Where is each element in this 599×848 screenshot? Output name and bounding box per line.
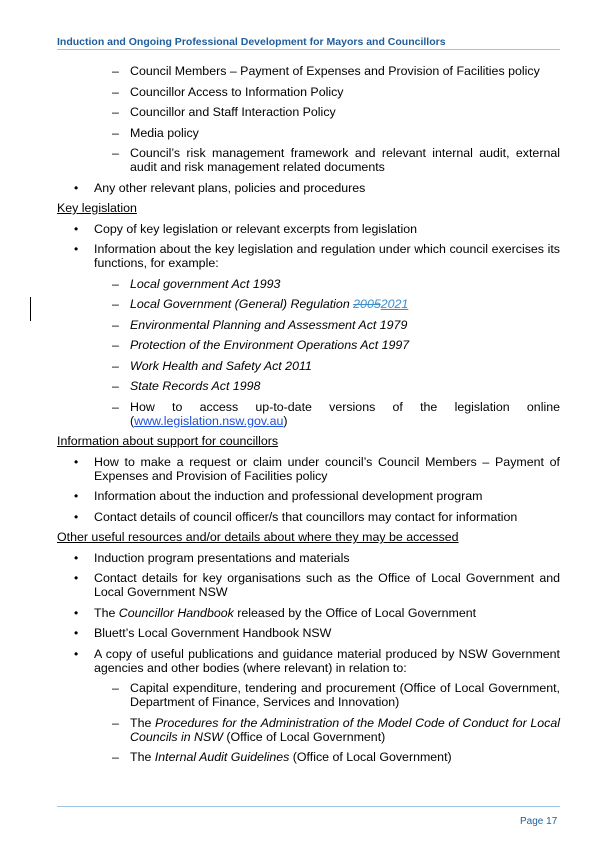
item-text: Council’s risk management framework and relevant internal audit, external audit and risk management related documents	[130, 146, 560, 174]
bullet-mark: •	[74, 180, 79, 195]
item-text: )	[283, 413, 288, 428]
bullet-mark: •	[74, 571, 79, 585]
footer-divider	[57, 806, 560, 807]
item-text: Protection of the Environment Operations Act 1997	[130, 338, 410, 352]
sub-item	[57, 359, 560, 373]
dash-mark: –	[112, 379, 119, 393]
sub-item	[57, 64, 560, 78]
sub-item	[57, 146, 560, 174]
bullet-item	[57, 489, 560, 503]
dash-mark: –	[112, 750, 119, 764]
dash-mark: –	[112, 276, 119, 291]
dash-mark: –	[112, 317, 119, 332]
item-text: Capital expenditure, tendering and procurement (Office of Local Government, Department of Finance, Services and Innovation)	[130, 681, 560, 709]
item-text: How to make a request or claim under council’s Council Members – Payment of Expenses and Provision of Facilities policy	[94, 454, 560, 483]
item-text: Procedures for the Administration of the Model Code of Conduct for Local Councils in NSW	[130, 715, 560, 744]
bullet-mark: •	[74, 646, 79, 661]
dash-mark: –	[112, 338, 119, 352]
item-text: 2021	[380, 297, 409, 311]
bullet-item	[57, 455, 560, 483]
bullet-mark: •	[74, 221, 79, 236]
bullet-item	[57, 571, 560, 599]
item-text: Information about the key legislation and regulation under which council exercises its functions, for example:	[94, 242, 560, 270]
item-text: 2005	[353, 297, 381, 311]
legislation-link[interactable]: www.legislation.nsw.gov.au	[134, 413, 284, 428]
bullet-item	[57, 242, 560, 270]
item-text: The	[130, 750, 155, 764]
section-heading	[57, 201, 560, 215]
item-text: Council Members – Payment of Expenses and Provision of Facilities policy	[130, 64, 540, 78]
item-text: Media policy	[130, 125, 199, 140]
item-text: Other useful resources and/or details about where they may be accessed	[57, 530, 459, 544]
sub-item	[57, 750, 560, 764]
section-heading	[57, 530, 560, 544]
item-text: Contact details for key organisations such as the Office of Local Government and Local Government NSW	[94, 571, 560, 599]
item-text: The	[130, 715, 156, 730]
bullet-item	[57, 510, 560, 524]
dash-mark: –	[112, 146, 119, 160]
item-text: released by the Office of Local Government	[233, 605, 477, 620]
item-text: Bluett’s Local Government Handbook NSW	[94, 626, 332, 640]
running-header: Induction and Ongoing Professional Development for Mayors and Councillors	[57, 36, 446, 48]
bullet-mark: •	[74, 550, 79, 565]
item-text: How to access up-to-date versions of the legislation online (	[130, 399, 560, 428]
document-body	[57, 64, 560, 771]
sub-item	[57, 400, 560, 428]
item-text: Key legislation	[57, 201, 137, 215]
item-text: Contact details of council officer/s that councillors may contact for information	[94, 509, 518, 524]
bullet-item	[57, 606, 560, 620]
dash-mark: –	[112, 399, 119, 414]
bullet-item	[57, 181, 560, 195]
sub-item	[57, 716, 560, 744]
bullet-mark: •	[74, 489, 79, 503]
bullet-mark: •	[74, 454, 79, 469]
sub-item	[57, 126, 560, 140]
page-number: Page 17	[520, 816, 558, 827]
dash-mark: –	[112, 105, 119, 119]
bullet-item	[57, 222, 560, 236]
item-text: Councillor Handbook	[118, 605, 234, 620]
dash-mark: –	[112, 125, 119, 140]
sub-item	[57, 379, 560, 393]
item-text: (Office of Local Government)	[289, 750, 452, 764]
item-text: State Records Act 1998	[130, 379, 261, 393]
sub-item	[57, 318, 560, 332]
section-heading	[57, 434, 560, 448]
item-text: Information about the induction and professional development program	[94, 489, 483, 503]
dash-mark: –	[112, 715, 119, 730]
bullet-mark: •	[74, 242, 79, 256]
header-divider	[57, 49, 560, 50]
dash-mark: –	[112, 681, 119, 695]
item-text: (Office of Local Government)	[222, 729, 386, 744]
bullet-mark: •	[74, 509, 79, 524]
item-text: Local Government (General) Regulation	[130, 297, 354, 311]
item-text: Information about support for councillors	[57, 434, 279, 448]
bullet-mark: •	[74, 605, 79, 620]
bullet-item	[57, 647, 560, 675]
dash-mark: –	[112, 297, 119, 311]
item-text: Induction program presentations and materials	[94, 550, 350, 565]
item-text: Internal Audit Guidelines	[154, 750, 290, 764]
item-text: Copy of key legislation or relevant excerpts from legislation	[94, 221, 417, 236]
item-text: A copy of useful publications and guidance material produced by NSW Government agencies and other bodies (where relevant) in relation to:	[94, 646, 560, 675]
bullet-item	[57, 626, 560, 640]
sub-item	[57, 338, 560, 352]
change-bar	[30, 297, 31, 321]
item-text: Environmental Planning and Assessment Act 1979	[130, 317, 408, 332]
sub-item	[57, 297, 560, 311]
sub-item	[57, 105, 560, 119]
dash-mark: –	[112, 64, 119, 78]
item-text: Local government Act 1993	[130, 276, 281, 291]
item-text: Councillor Access to Information Policy	[130, 84, 344, 99]
item-text: Work Health and Safety Act 2011	[130, 358, 312, 373]
dash-mark: –	[112, 84, 119, 99]
sub-item	[57, 85, 560, 99]
bullet-item	[57, 551, 560, 565]
dash-mark: –	[112, 358, 119, 373]
item-text: The	[94, 605, 119, 620]
bullet-mark: •	[74, 626, 79, 640]
item-text: Councillor and Staff Interaction Policy	[130, 105, 336, 119]
sub-item	[57, 681, 560, 709]
sub-item	[57, 277, 560, 291]
item-text: Any other relevant plans, policies and procedures	[94, 180, 366, 195]
